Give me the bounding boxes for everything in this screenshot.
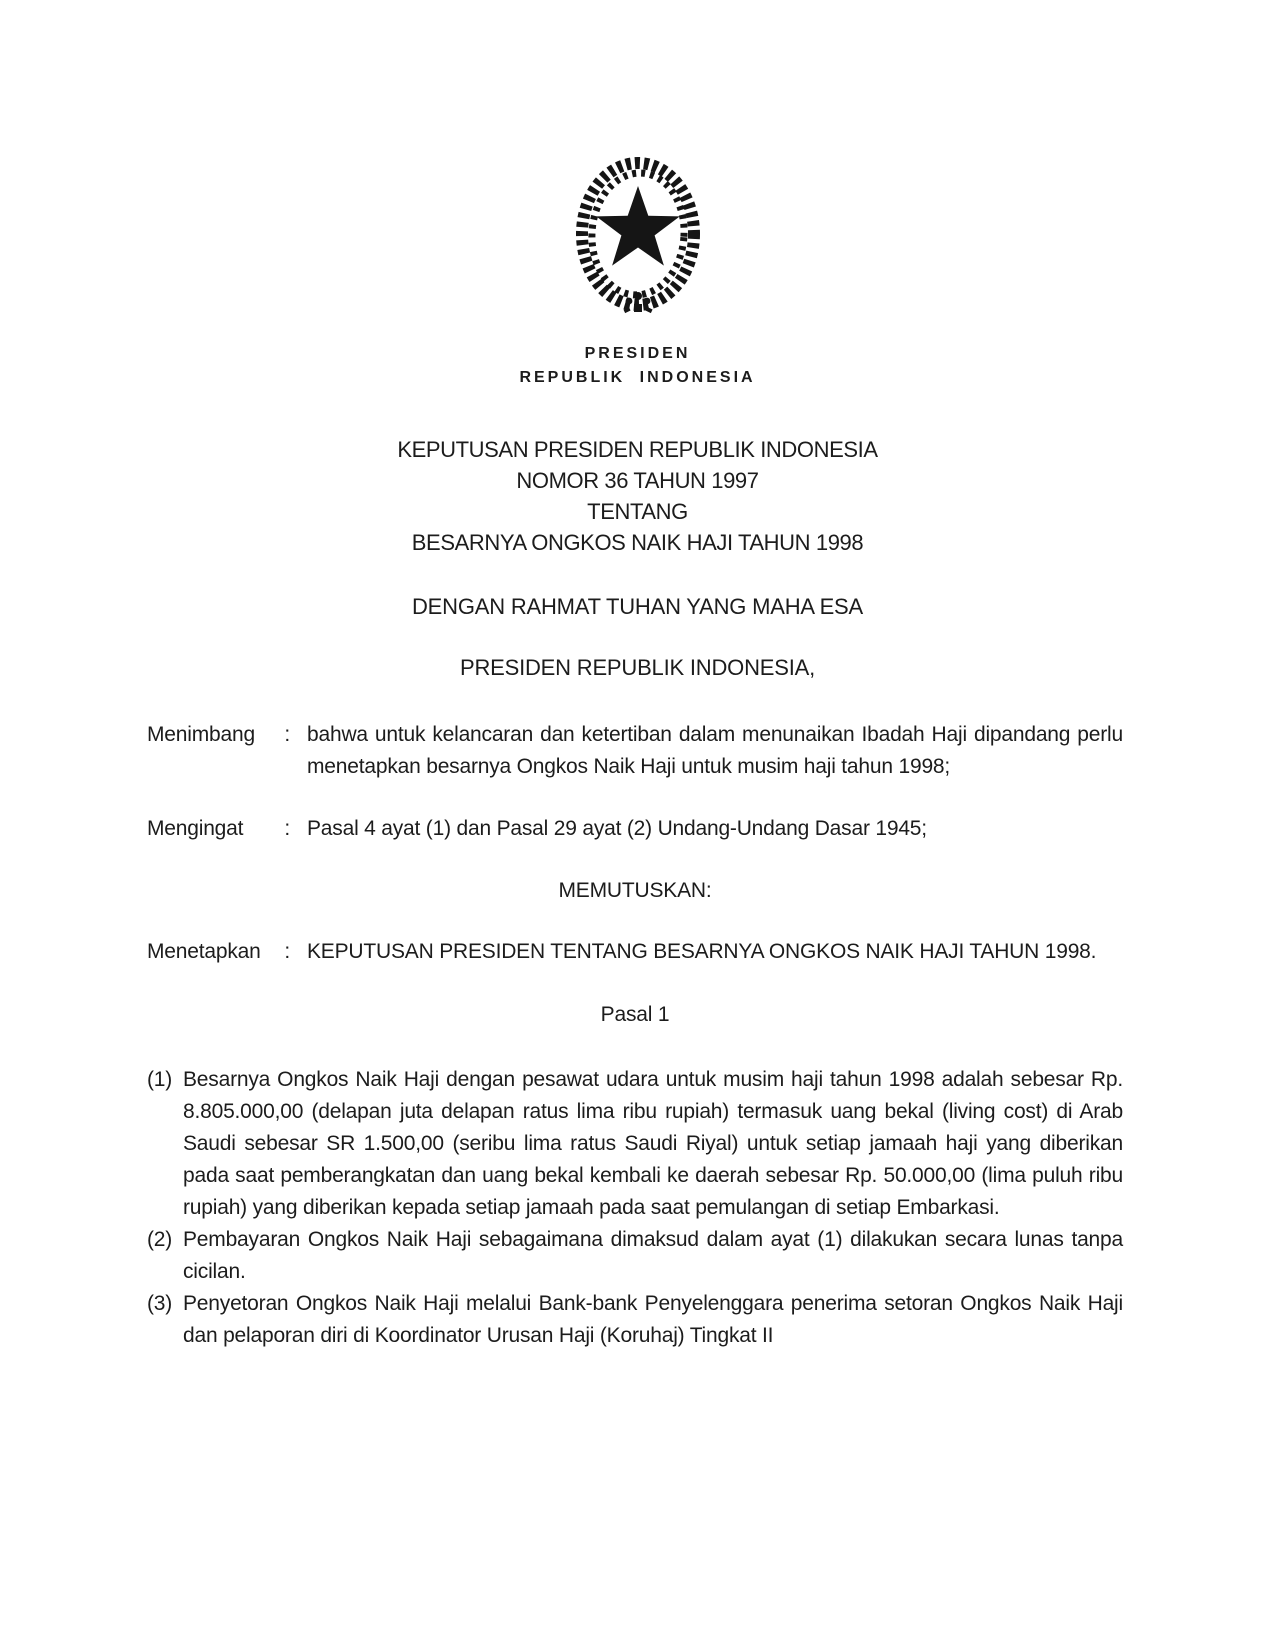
title-line: BESARNYA ONGKOS NAIK HAJI TAHUN 1998 xyxy=(411,530,864,555)
preamble-mengingat xyxy=(147,813,1123,845)
item-number: (3) xyxy=(147,1292,173,1315)
title-line: NOMOR 36 TAHUN 1997 xyxy=(516,468,759,493)
title-line: KEPUTUSAN PRESIDEN REPUBLIK INDONESIA xyxy=(397,437,878,462)
enacting-text: KEPUTUSAN PRESIDEN TENTANG BESARNYA ONGKOS NAIK HAJI TAHUN 1998. xyxy=(307,940,1097,963)
decision-heading: MEMUTUSKAN: xyxy=(558,879,712,902)
article-item xyxy=(147,1064,1123,1224)
enacting-clause xyxy=(147,936,1123,968)
letterhead-line-presiden: PRESIDEN xyxy=(584,345,691,362)
authority-line: PRESIDEN REPUBLIK INDONESIA, xyxy=(459,655,816,680)
preamble-colon: : xyxy=(284,817,290,840)
enacting-colon: : xyxy=(284,940,290,963)
article-item xyxy=(147,1288,1123,1352)
enacting-label-text: Menetapkan xyxy=(147,940,261,963)
article-item xyxy=(147,1224,1123,1288)
letterhead-line-republik-indonesia: REPUBLIK INDONESIA xyxy=(519,369,756,386)
preamble-label-text: Mengingat xyxy=(147,817,244,840)
article-heading: Pasal 1 xyxy=(600,1003,670,1026)
item-text: Penyetoran Ongkos Naik Haji melalui Bank-bank Penyelenggara penerima setoran Ongkos Naik Haji dan pelaporan diri di Koordinator Urusan Haji (Koruhaj) Tingkat II xyxy=(183,1292,1123,1347)
item-text: Besarnya Ongkos Naik Haji dengan pesawat udara untuk musim haji tahun 1998 adalah sebesar Rp. 8.805.000,00 (delapan juta delapan ratus lima ribu rupiah) termasuk uang bekal (living cost) di Arab Saudi sebesar SR 1.500,00 (seribu lima ratus Saudi Riyal) untuk setiap jamaah haji yang diberikan pada saat pemberangkatan dan uang bekal kembali ke daerah sebesar Rp. 50.000,00 (lima puluh ribu rupiah) yang diberikan kepada setiap jamaah pada saat pemulangan di setiap Embarkasi. xyxy=(183,1068,1123,1219)
preamble-menimbang xyxy=(147,719,1123,783)
preamble-text: bahwa untuk kelancaran dan ketertiban dalam menunaikan Ibadah Haji dipandang perlu menetapkan besarnya Ongkos Naik Haji untuk musim haji tahun 1998; xyxy=(307,723,1123,778)
article-item-list xyxy=(147,1064,1123,1352)
preamble-label-text: Menimbang xyxy=(147,723,255,746)
letterhead xyxy=(0,342,1275,390)
enacting-label xyxy=(147,936,290,968)
document-body xyxy=(147,719,1123,1352)
item-number: (2) xyxy=(147,1228,173,1251)
preamble-label xyxy=(147,719,290,751)
title-line: TENTANG xyxy=(587,499,688,524)
presidential-seal-icon xyxy=(562,150,714,318)
document-title xyxy=(0,434,1275,558)
preamble-colon: : xyxy=(284,723,290,746)
preamble-text: Pasal 4 ayat (1) dan Pasal 29 ayat (2) Undang-Undang Dasar 1945; xyxy=(307,817,927,840)
invocation-line: DENGAN RAHMAT TUHAN YANG MAHA ESA xyxy=(411,594,863,619)
star-wreath-emblem-icon xyxy=(562,150,714,318)
preamble-label xyxy=(147,813,290,845)
item-text: Pembayaran Ongkos Naik Haji sebagaimana dimaksud dalam ayat (1) dilakukan secara lunas tanpa cicilan. xyxy=(183,1228,1123,1283)
item-number: (1) xyxy=(147,1068,173,1091)
